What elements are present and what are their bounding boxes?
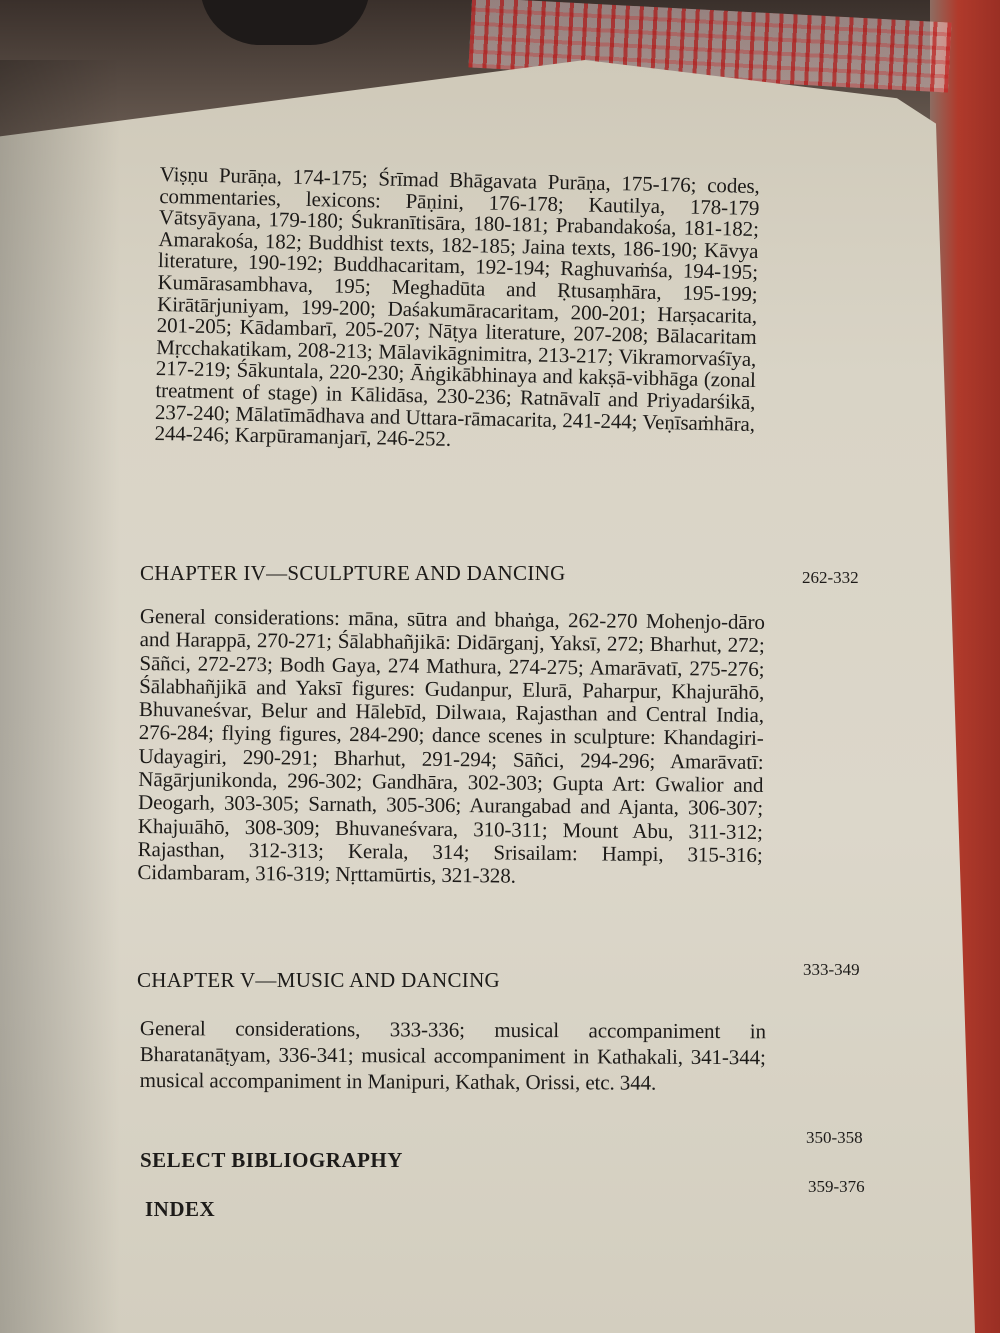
chapter-5-title: CHAPTER V—MUSIC AND DANCING bbox=[137, 968, 500, 992]
chapter-4-body: General considerations: māna, sūtra and bhaṅga, 262-270 Mohenjo-dāro and Harappā, 270-271; Śālabhañjikā: Didārganj, Yaksī, 272; Bharhut, 272; Sāñci, 272-273; Bodh Gaya, 274 Mathura, 274-275; Amarāvatī, 275-276; Śālabhañjikā and Yaksī figures: Gudanpur, Elurā, Paharpur, Khajurāhō, Bhuvaneśvar, Belur and Hālebīd, Dilwaıa, Rajasthan and Central India, 276-284; flying figures, 284-290; dance scenes in sculpture: Khandagiri-Udayagiri, 290-291; Bharhut, 291-294; Sāñci, 294-296; Amarāvatī: Nāgārjunikonda, 296-302; Gandhāra, 302-303; Gupta Art: Gwalior and Deogarh, 303-305; Sarnath, 305-306; Aurangabad and Ajanta, 306-307; Khajuıāhō, 308-309; Bhuvaneśvara, 310-311; Mount Abu, 311-312; Rajasthan, 312-313; Kerala, 314; Srisailam: Hampi, 315-316; Cidambaram, 316-319; Nṛttamūrtis, 321-328. bbox=[137, 604, 765, 888]
chapter-4-title: CHAPTER IV—SCULPTURE AND DANCING bbox=[140, 561, 566, 585]
bibliography-pages: 350-358 bbox=[806, 1128, 863, 1147]
chapter-5-body: General considerations, 333-336; musical accompaniment in Bharatanāṭyam, 336-341; musical accompaniment in Kathakali, 341-344; musical accompaniment in Manipuri, Kathak, Orissi, etc. 344. bbox=[139, 1016, 766, 1095]
bibliography-title: SELECT BIBLIOGRAPHY bbox=[140, 1148, 403, 1172]
index-pages: 359-376 bbox=[808, 1177, 865, 1196]
intro-paragraph: Viṣṇu Purāṇa, 174-175; Śrīmad Bhāgavata Purāṇa, 175-176; codes, commentaries, lexicons: Pāṇini, 176-178; Kautilya, 178-179 Vātsyāyana, 179-180; Śukranītisāra, 180-181; Prabandakośa, 181-182; Amarakośa, 182; Buddhist texts, 182-185; Jaina texts, 186-190; Kāvya literature, 190-192; Buddhacaritam, 192-194; Raghuvaṁśa, 194-195; Kumārasambhava, 195; Meghadūta and Ṛtusaṃhāra, 195-199; Kirātārjuniyam, 199-200; Daśakumāracaritam, 200-201; Harṣacarita, 201-205; Kādambarī, 205-207; Nāṭya literature, 207-208; Bālacaritam Mṛcchakatikam, 208-213; Mālavikāgnimitra, 213-217; Vikramorvaśīya, 217-219; Śākuntala, 220-230; Āṅgikābhinaya and kakṣā-vibhāga (zonal treatment of stage) in Kālidāsa, 230-236; Ratnāvalī and Priyadarśikā, 237-240; Mālatīmādhava and Uttara-rāmacarita, 241-244; Veṇīsaṁhāra, 244-246; Karpūramanjarī, 246-252. bbox=[154, 162, 760, 452]
chapter-5-pages: 333-349 bbox=[803, 960, 860, 979]
chapter-4-pages: 262-332 bbox=[802, 568, 859, 587]
index-title: INDEX bbox=[145, 1197, 216, 1221]
